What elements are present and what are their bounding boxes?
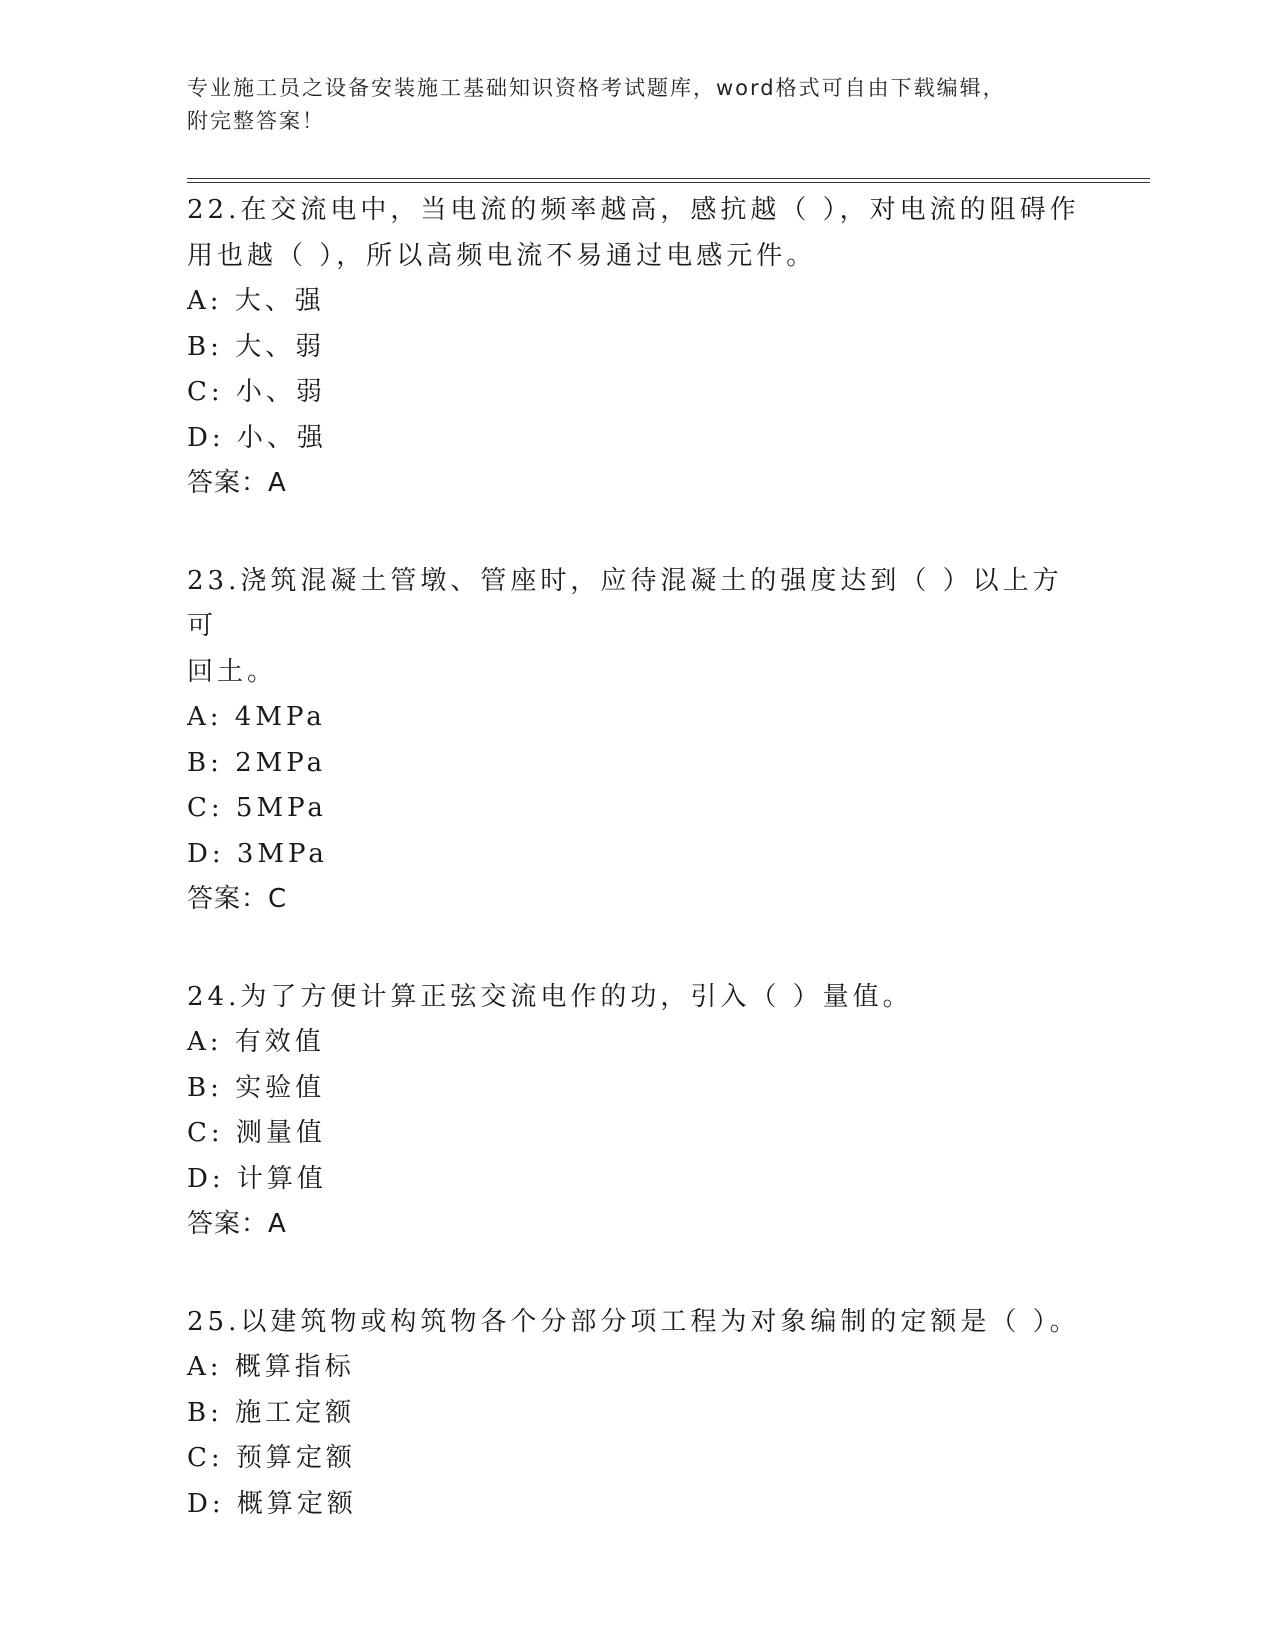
question-stem-line-2: 回土。 [187,656,278,687]
question-24 [187,975,1087,1248]
question-list [187,188,1087,1579]
option-b: B: 2MPa [187,747,327,778]
option-a: A: 4MPa [187,702,326,732]
document-header [187,72,1087,138]
header-divider-bottom [187,182,1150,183]
question-25 [187,1300,1087,1528]
option-c: C: 小、弱 [187,377,326,407]
answer-line: 答案：A [187,468,287,498]
answer-line: 答案：A [187,1209,287,1239]
header-line-1: 专业施工员之设备安装施工基础知识资格考试题库，word格式可自由下载编辑， [187,76,1006,100]
header-line-2: 附完整答案！ [187,109,325,133]
option-c: C: 预算定额 [187,1443,356,1473]
option-b: B: 实验值 [187,1072,326,1103]
option-d: D: 概算定额 [187,1488,357,1519]
option-b: B: 施工定额 [187,1397,356,1428]
option-d: D: 3MPa [187,838,328,869]
answer-line: 答案：C [187,884,288,914]
option-a: A: 有效值 [187,1027,325,1057]
option-d: D: 小、强 [187,422,327,453]
question-stem-line-1: 24.为了方便计算正弦交流电作的功，引入（ ）量值。 [187,981,913,1012]
option-d: D: 计算值 [187,1163,327,1194]
question-stem-line-2: 用也越（ ），所以高频电流不易通过电感元件。 [187,240,817,271]
question-23 [187,559,1087,923]
option-c: C: 5MPa [187,793,327,823]
header-divider-top [187,178,1150,179]
option-a: A: 大、强 [187,286,325,316]
question-22 [187,188,1087,507]
option-c: C: 测量值 [187,1118,326,1148]
option-a: A: 概算指标 [187,1352,355,1382]
question-stem-line-1: 22.在交流电中，当电流的频率越高，感抗越（ ），对电流的阻碍作 [187,195,1080,225]
option-b: B: 大、弱 [187,331,326,362]
question-stem-line-1: 25.以建筑物或构筑物各个分部分项工程为对象编制的定额是（ ）。 [187,1306,1080,1337]
question-stem-line-1: 23.浇筑混凝土管墩、管座时，应待混凝土的强度达到（ ）以上方可 [187,565,1063,641]
